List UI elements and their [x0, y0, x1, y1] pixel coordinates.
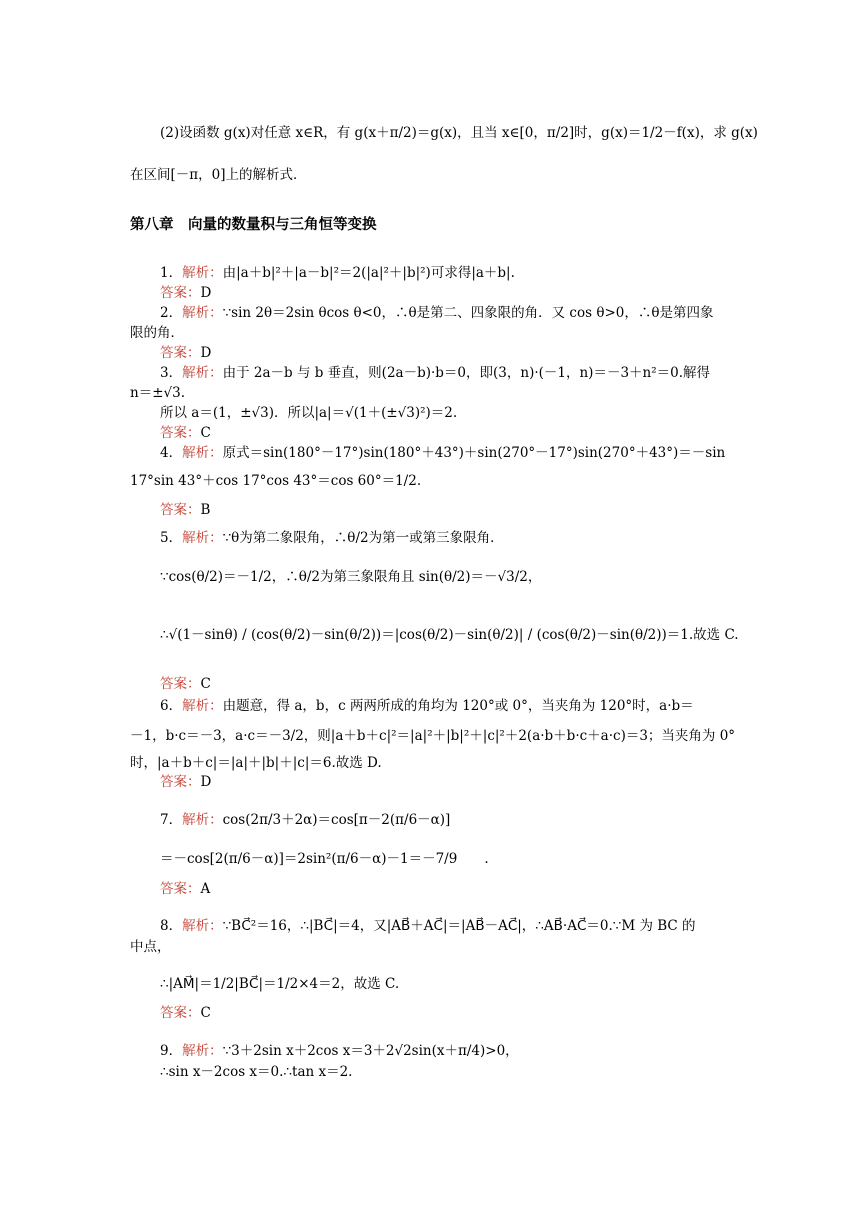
answer-label: 解析：: [182, 812, 223, 828]
text-line: [130, 385, 185, 401]
text-run: 第八章 向量的数量积与三角恒等变换: [130, 217, 377, 233]
text-line: [160, 851, 489, 867]
text-run: ∵BC⃗²＝16，∴|BC⃗|＝4，又|AB⃗＋AC⃗|＝|AB⃗－AC⃗|，∴AB⃗·AC⃗＝0.∵M 为 BC 的: [222, 918, 696, 934]
text-run: C: [200, 425, 211, 441]
text-run: 所以 a＝(1，±√3)．所以|a|＝√(1＋(±√3)²)＝2.: [160, 405, 458, 421]
chapter-heading: [130, 217, 377, 234]
text-line: [160, 285, 211, 301]
text-line: [160, 365, 710, 381]
text-line: [160, 698, 694, 714]
text-run: cos(2π/3＋2α)＝cos[π－2(π/6－α)]: [222, 812, 451, 828]
text-line: [160, 881, 210, 897]
text-line: [160, 125, 758, 141]
text-run: D: [200, 774, 212, 790]
text-run: 9．: [160, 1043, 183, 1059]
text-run: 2．: [160, 305, 183, 321]
text-line: [160, 774, 211, 790]
text-run: 在区间[－π，0]上的解析式．: [130, 167, 307, 183]
answer-label: 解析：: [182, 918, 223, 934]
text-line: [160, 1005, 211, 1021]
text-run: 由题意，得 a，b，c 两两所成的角均为 120°或 0°，当夹角为 120°时，a·b＝: [222, 698, 694, 714]
text-line: [160, 445, 725, 461]
text-line: [160, 676, 211, 692]
answer-label: 答案：: [160, 881, 201, 897]
text-line: [130, 755, 382, 771]
answer-label: 答案：: [160, 774, 201, 790]
text-run: 时，|a＋b＋c|＝|a|＋|b|＋|c|＝6.故选 D.: [130, 755, 382, 771]
text-line: [160, 265, 515, 281]
answer-label: 解析：: [182, 445, 223, 461]
text-run: ∴√(1－sinθ) / (cos(θ/2)－sin(θ/2))＝|cos(θ/2)－sin(θ/2)| / (cos(θ/2)－sin(θ/2))＝1.故选 C.: [160, 627, 739, 643]
answer-label: 答案：: [160, 676, 201, 692]
text-line: [160, 405, 457, 421]
text-run: －1，b·c＝－3，a·c＝－3/2，则|a＋b＋c|²＝|a|²＋|b|²＋|c|²＋2(a·b＋b·c＋a·c)＝3；当夹角为 0°: [130, 728, 736, 744]
text-line: [130, 167, 307, 183]
text-line: [160, 812, 450, 828]
text-line: [160, 1043, 519, 1059]
text-run: 5．: [160, 530, 183, 546]
text-run: 由于 2a－b 与 b 垂直，则(2a－b)·b＝0，即(3，n)·(－1，n)＝－3＋n²＝0.解得: [222, 365, 711, 381]
text-run: ∵sin 2θ＝2sin θcos θ<0，∴θ是第二、四象限的角．又 cos θ>0，∴θ是第四象: [222, 305, 714, 321]
text-run: ∵θ为第二象限角，∴θ/2为第一或第三象限角．: [222, 530, 504, 546]
text-line: [160, 569, 541, 585]
text-run: 限的角．: [130, 325, 184, 341]
text-line: [160, 530, 504, 546]
text-run: ＝－cos[2(π/6－α)]＝2sin²(π/6－α)－1＝－7/9 .: [160, 851, 489, 867]
answer-label: 解析：: [182, 530, 223, 546]
answer-label: 答案：: [160, 285, 201, 301]
text-line: [130, 325, 184, 341]
text-line: [160, 425, 211, 441]
text-run: 8．: [160, 918, 183, 934]
text-run: 4．: [160, 445, 183, 461]
text-run: A: [200, 881, 211, 897]
answer-label: 解析：: [182, 265, 223, 281]
text-line: [160, 627, 739, 643]
text-run: 原式＝sin(180°－17°)sin(180°＋43°)＋sin(270°－17°)sin(270°＋43°)＝－sin: [222, 445, 726, 461]
text-run: (2)设函数 g(x)对任意 x∈R，有 g(x＋π/2)＝g(x)，且当 x∈[0，π/2]时，g(x)＝1/2－f(x)，求 g(x): [160, 125, 758, 141]
text-line: [160, 502, 210, 518]
text-run: ∵cos(θ/2)＝－1/2，∴θ/2为第三象限角且 sin(θ/2)＝－√3/2，: [160, 569, 542, 585]
text-run: B: [200, 502, 211, 518]
text-line: [160, 918, 696, 934]
text-line: [160, 1064, 352, 1080]
text-line: [160, 976, 399, 992]
answer-label: 答案：: [160, 425, 201, 441]
answer-label: 解析：: [182, 365, 223, 381]
text-run: C: [200, 1005, 211, 1021]
answer-label: 答案：: [160, 345, 201, 361]
text-run: 17°sin 43°＋cos 17°cos 43°＝cos 60°＝1/2.: [130, 473, 422, 489]
text-run: 中点，: [130, 939, 171, 955]
text-run: 1．: [160, 265, 183, 281]
text-run: 7．: [160, 812, 183, 828]
text-line: [160, 345, 211, 361]
text-run: 由|a＋b|²＋|a－b|²＝2(|a|²＋|b|²)可求得|a＋b|.: [222, 265, 515, 281]
text-run: C: [200, 676, 211, 692]
text-run: ∵3＋2sin x＋2cos x＝3＋2√2sin(x＋π/4)>0，: [222, 1043, 519, 1059]
text-line: [130, 728, 735, 744]
answer-label: 解析：: [182, 698, 223, 714]
text-line: [160, 305, 714, 321]
answer-label: 答案：: [160, 1005, 201, 1021]
answer-label: 解析：: [182, 305, 223, 321]
text-run: 3．: [160, 365, 183, 381]
text-run: D: [200, 345, 212, 361]
answer-label: 答案：: [160, 502, 201, 518]
text-run: D: [200, 285, 212, 301]
text-line: [130, 473, 421, 489]
text-run: n＝±√3.: [130, 385, 185, 401]
text-run: ∴|AM⃗|＝1/2|BC⃗|＝1/2×4＝2，故选 C.: [160, 976, 400, 992]
text-run: 6．: [160, 698, 183, 714]
text-run: ∴sin x－2cos x＝0.∴tan x＝2.: [160, 1064, 353, 1080]
text-line: [130, 939, 171, 955]
answer-label: 解析：: [182, 1043, 223, 1059]
